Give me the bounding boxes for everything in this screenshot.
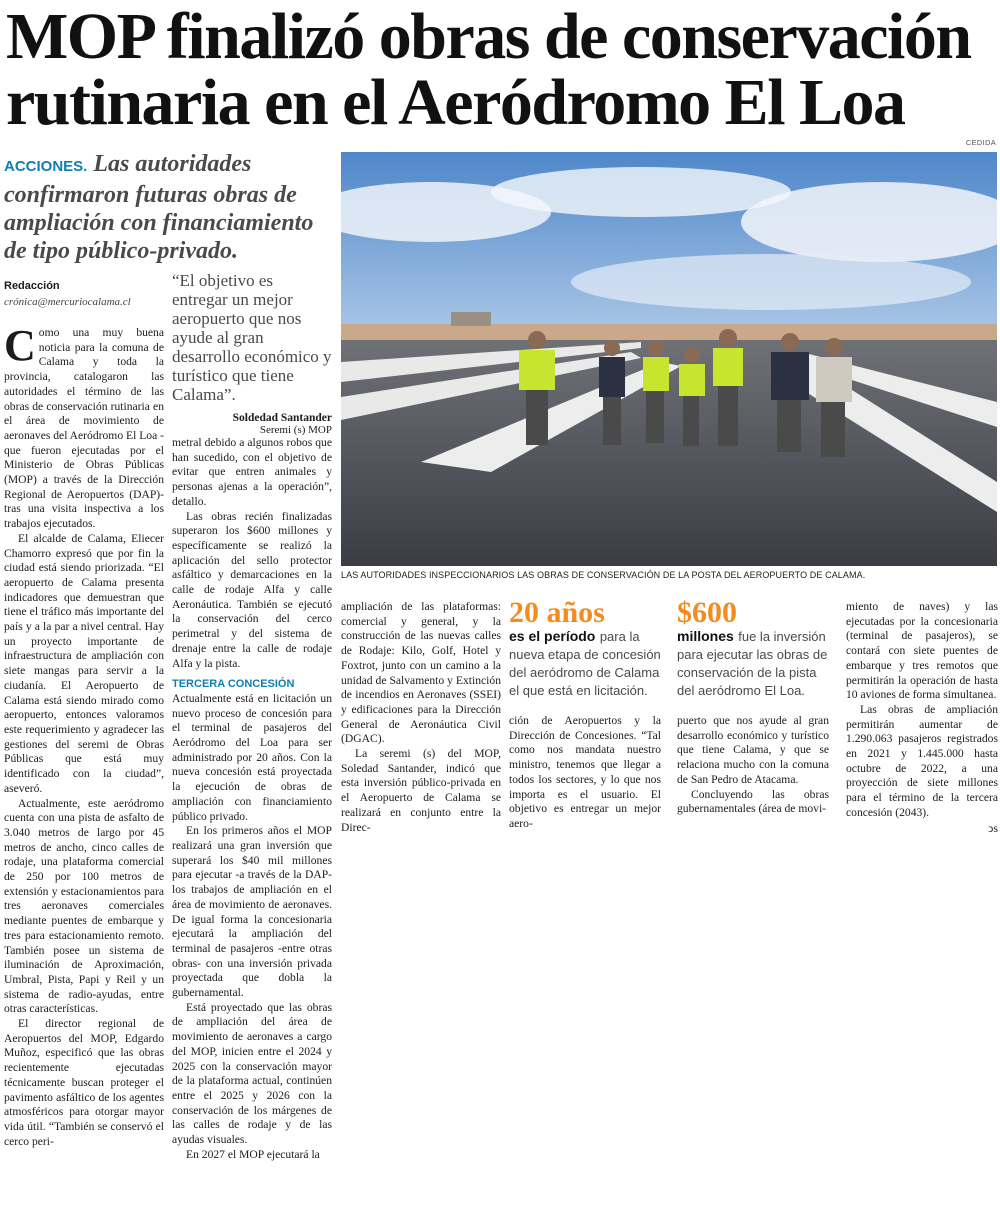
stat-lead: es el período [509,628,596,644]
body-paragraph: Las obras recién finalizadas superaron los $600 millones y específicamente se realizó la aplicación del sello protector asfáltico y demarcaciones en la calle de rodaje Alfa y calle Aeronáutica. También se ejecutó la conservación del cerco perimetral y del sistema de drenaje entre la calle de rodaje Alfa y la pista. [172,509,332,670]
body-paragraph [4,321,164,532]
stat-value: $600 [677,596,737,629]
pull-quote-name: Soldedad Santander [232,412,332,424]
body-paragraph: Actualmente, este aeródromo cuenta con una pista de asfalto de 3.040 metros de largo por 45 metros de ancho, cinco calles de rodaje, una plataforma comercial de 250 por 100 metros de extensión y estacionamientos para tres aeronaves comerciales mediante puentes de embarque y tres para estacionamiento remoto. También posee un sistema de iluminación de Aproximación, Umbral, Pista, Papi y Reil y un sistema de radio-ayudas, entre otras características. [4,796,164,1016]
article-photo [341,152,997,566]
body-paragraph: Está proyectado que las obras de ampliación del área de movimiento de aeronaves a cargo del MOP, inicien entre el 2024 y 2025 con la conservación mayor de la plataforma actual, continúen entre el 2025 y 2026 con la conservación de los márgenes de las calles de rodaje y de las ayudas visuales. [172,1000,332,1147]
body-column-2 [172,436,332,1162]
stat-box-money [677,598,837,700]
body-paragraph: Actualmente está en licitación un nuevo proceso de concesión para el terminal de pasajeros del Aeródromo del Loa para ser administrado por 20 años. Con la nueva concesión está proyectada la ejecución de obras de ampliación con financiamiento público privado. [172,691,332,823]
photo-credit: CEDIDA [965,138,996,147]
body-paragraph: La seremi (s) del MOP, Soledad Santander, indicó que esta inversión público-privada en el Aeropuerto de Calama se realizará en conjunto entre la Direc- [341,747,501,834]
runway-photo-illustration [341,152,997,566]
body-paragraph: miento de naves) y las ejecutadas por la concesionaria (terminal de pasajeros), se contará con siete puentes de embarque y tres remotos que permitirán la operación de hasta 10 aviones de forma simultanea. [846,600,998,702]
stat-text: para la nueva etapa de concesión del aeródromo de Calama el que está en licitación. [509,629,661,698]
paragraph-text: omo una muy buena noticia para la comuna de Calama y toda la provincia, catalogaron las autoridades el término de las obras de conservación rutinaria en el área de movimiento de aeronaves del Aeródromo El Loa -que fueron ejecutadas por el Ministerio de Obras Públicas (MOP) a través de la Dirección Regional de Aeropuertos (DAP)- tras una visita inspectiva a los trabajos ejecutados. [4,326,164,531]
author-name: Redacción [4,280,60,292]
byline [4,278,164,310]
body-paragraph: El director regional de Aeropuertos del MOP, Edgardo Muñoz, especificó que las obras recientemente ejecutadas técnicamente buscan proteger el pavimento asfáltico de los agentes atmosféricos para otorgar mayor vida útil. “También se conservó el cerco peri- [4,1017,164,1148]
stat-value: 20 años [509,596,605,629]
pull-quote [172,271,332,436]
body-paragraph: puerto que nos ayude al gran desarrollo económico y turístico que tiene Calama, y que se relaciona mucho con la comuna de San Pedro de Atacama. [677,714,829,786]
body-paragraph: Concluyendo las obras gubernamentales (área de movi- [677,787,829,816]
body-paragraph: En 2027 el MOP ejecutará la [186,1147,320,1161]
body-paragraph: ampliación de las plataformas: comercial y general, y la construcción de las nuevas calles de Rodaje: Kilo, Golf, Hotel y Foxtrot, junto con un camino a la unidad de Salvamento y Extinción de incendios en Aeronaves (SSEI) y edificaciones para la Dirección General de Aeronáutica Civil (DGAC). [341,600,501,746]
section-subheading: TERCERA CONCESIÓN [172,678,295,691]
body-paragraph: ción de Aeropuertos y la Dirección de Concesiones. “Tal como nos mandata nuestro ministro, tenemos que llegar a todos los sectores, y lo que nos importa es el usuario. El objetivo es entregar un mejor aero- [509,714,661,830]
stat-lead: millones [677,628,734,644]
subheadline [4,150,334,265]
body-column-1 [4,321,164,1149]
headline: MOP finalizó obras de conservación rutinaria en el Aeródromo El Loa [6,0,971,139]
photo-caption: LAS AUTORIDADES INSPECCIONARIOS LAS OBRAS DE CONSERVACIÓN DE LA POSTA DEL AEROPUERTO DE CALAMA. [341,570,866,580]
body-column-6 [846,600,998,835]
deck-text: Las autoridades confirmaron futuras obras de ampliación con financiamiento de tipo público-privado. [4,151,314,264]
body-paragraph: Las obras de ampliación permitirán aumentar de 1.290.063 pasajeros registrados en 2021 y 1.445.000 hasta octubre de 2022, a una proyección de siete millones para el término de la tercera concesión (2043). [846,702,998,819]
pull-quote-text: “El objetivo es entregar un mejor aeropuerto que nos ayude al gran desarrollo económico y turístico que tiene Calama”. [172,271,332,404]
body-column-3 [341,600,501,835]
end-mark-icon: ↄs [988,820,998,835]
body-paragraph: En los primeros años el MOP realizará una gran inversión que superará los $40 mil millones para ejecutar -a través de la DAP- los trabajos de ampliación en el área de movimiento de aeronaves. De igual forma la concesionaria ejecutará la ampliación del terminal de pasajeros -entre otras obras- con una inversión privada proyectada que dobla la gubernamental. [172,824,332,1000]
stat-box-years [509,598,669,700]
pull-quote-role: Seremi (s) MOP [259,424,332,436]
body-column-5 [677,714,829,817]
body-paragraph: metral debido a algunos robos que han sucedido, con el objetivo de evitar que entren animales y personas ajenas a la operación”, detallo. [172,436,332,508]
author-email: crónica@mercuriocalama.cl [4,296,131,308]
stat-text: fue la inversión para ejecutar las obras de conservación de la pista del aeródromo El Loa. [677,629,828,698]
body-column-4 [509,714,661,832]
drop-cap: C [4,321,36,370]
section-tag: ACCIONES. [4,158,88,175]
body-paragraph: El alcalde de Calama, Eliecer Chamorro expresó que por fin la ciudad está siendo priorizada. “El aeropuerto de Calama presenta indicadores que demuestran que tiene el tráfico más importante del país y a la par a nivel central. Hay un proyecto importante de infraestructura de ampliación con siete mangas para servir a la ciudanía. El Aeropuerto de Calama está siendo mirado como aeropuerto, entonces valoramos este requerimiento y agradecer las gestiones del seremi de Obras Públicas que está muy identificado con la ciudad”, aseveró. [4,531,164,795]
